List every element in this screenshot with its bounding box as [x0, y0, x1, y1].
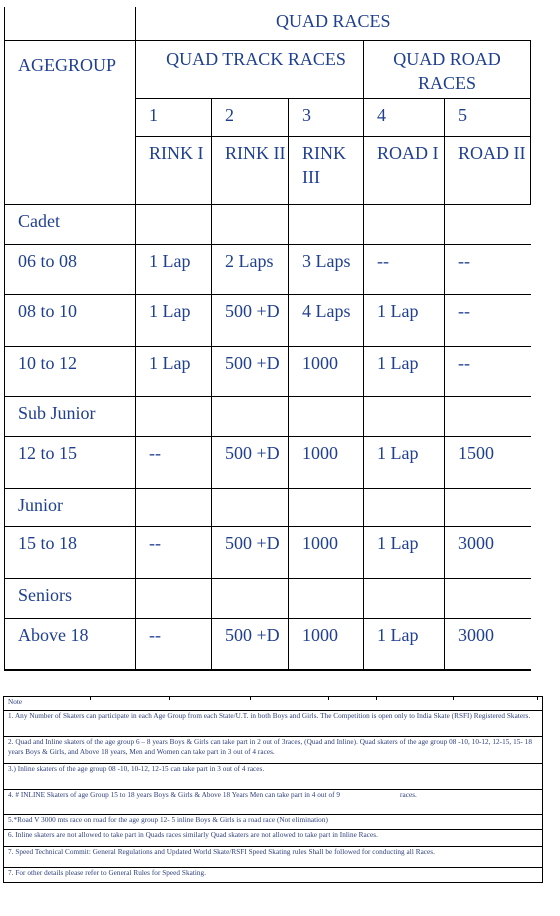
race-name: RINK III [289, 136, 364, 204]
race-distance-cell: 1000 [289, 346, 364, 396]
race-distance-cell [289, 204, 364, 244]
race-distance-cell [212, 396, 289, 436]
race-distance-cell: 1000 [289, 618, 364, 670]
table-title: QUAD RACES [136, 7, 531, 40]
race-distance-cell: 1 Lap [364, 436, 445, 488]
race-distance-cell [212, 488, 289, 526]
race-distance-cell: -- [136, 618, 212, 670]
race-distance-cell: -- [445, 244, 531, 294]
race-distance-cell: -- [136, 436, 212, 488]
race-number: 5 [445, 98, 531, 136]
note-item: 1. Any Number of Skaters can participate in each Age Group from each State/U.T. in both Boys and Girls. The Competition is open only to India Skate (RSFI) Registered Skaters. [4, 711, 542, 737]
race-distance-cell: 1000 [289, 436, 364, 488]
race-distance-cell [364, 578, 445, 618]
column-tick [328, 697, 329, 700]
note-item: 6. Inline skaters are not allowed to take part in Quads races similarly Quad skaters are not allowed to take part in Inline Races. [4, 830, 542, 847]
age-group-label: 15 to 18 [5, 526, 136, 578]
race-distance-cell [289, 578, 364, 618]
race-distance-cell: 1500 [445, 436, 531, 488]
race-distance-cell: 1 Lap [364, 526, 445, 578]
corner-cell [5, 7, 136, 40]
table-row [5, 526, 531, 578]
notes-box [3, 696, 543, 883]
race-number: 1 [136, 98, 212, 136]
note-item-suffix: races. [400, 791, 417, 799]
race-number: 3 [289, 98, 364, 136]
race-distance-cell: 500 +D [212, 526, 289, 578]
note-item: 7. For other details please refer to General Rules for Speed Skating. [8, 869, 207, 877]
race-name: RINK I [136, 136, 212, 204]
note-item: 2. Quad and Inline skaters of the age group 6 – 8 years Boys & Girls can take part in 2 out of 3races, (Quad and Inline). Quad skaters of the age group 08 -10, 10-12, 12-15, 15- 18 years Boys & Girls, and Above 18 years, Men and Women can take part in 3 out of 4 races. [4, 737, 542, 764]
note-item: 3.) Inline skaters of the age group 08 -10, 10-12, 12-15 can take part in 3 out of 4 races. [4, 764, 542, 790]
race-distance-cell: 3000 [445, 526, 531, 578]
race-distance-cell [364, 396, 445, 436]
age-group-label: Above 18 [5, 618, 136, 670]
road-races-header: QUAD ROAD RACES [364, 40, 531, 98]
race-distance-cell: -- [136, 526, 212, 578]
race-distance-cell: 500 +D [212, 294, 289, 346]
race-distance-cell: -- [445, 346, 531, 396]
age-group-label: 08 to 10 [5, 294, 136, 346]
race-distance-cell [445, 578, 531, 618]
race-distance-cell: 1000 [289, 526, 364, 578]
race-name: ROAD II [445, 136, 531, 204]
race-distance-cell: 1 Lap [136, 294, 212, 346]
race-distance-cell [289, 488, 364, 526]
race-distance-cell [136, 204, 212, 244]
age-group-label: Cadet [5, 204, 136, 244]
age-group-rows [5, 204, 531, 670]
quad-races-table [4, 7, 531, 671]
column-tick [376, 697, 377, 700]
column-tick [453, 697, 454, 700]
race-distance-cell: 4 Laps [289, 294, 364, 346]
table-row [5, 396, 531, 436]
race-distance-cell: 2 Laps [212, 244, 289, 294]
race-number: 4 [364, 98, 445, 136]
agegroup-header: AGEGROUP [5, 40, 136, 204]
table-row [5, 346, 531, 396]
race-name: RINK II [212, 136, 289, 204]
race-distance-cell: 1 Lap [136, 346, 212, 396]
note-item [4, 790, 542, 815]
age-group-label: 12 to 15 [5, 436, 136, 488]
age-group-label: Junior [5, 488, 136, 526]
note-item: 7. Speed Technical Commit: General Regulations and Updated World Skate/RSFI Speed Skating rules Shall be followed for conducting all Races. [4, 847, 542, 868]
race-distance-cell [364, 488, 445, 526]
table-row [5, 436, 531, 488]
table-row [5, 488, 531, 526]
race-distance-cell [136, 488, 212, 526]
race-distance-cell [136, 396, 212, 436]
notes-heading [4, 697, 542, 711]
race-distance-cell: -- [364, 244, 445, 294]
table-row [5, 578, 531, 618]
age-group-label: 10 to 12 [5, 346, 136, 396]
race-number: 2 [212, 98, 289, 136]
column-tick [169, 697, 170, 700]
race-distance-cell: 500 +D [212, 618, 289, 670]
column-tick [537, 697, 538, 700]
table-row [5, 618, 531, 670]
race-distance-cell: 1 Lap [136, 244, 212, 294]
note-item: 5.*Road V 3000 mts race on road for the age group 12- 5 inline Boys & Girls is a road race (Not elimination) [4, 815, 542, 830]
table-row [5, 204, 531, 244]
age-group-label: 06 to 08 [5, 244, 136, 294]
race-distance-cell: -- [445, 294, 531, 346]
track-races-header: QUAD TRACK RACES [136, 40, 364, 98]
race-distance-cell: 3000 [445, 618, 531, 670]
age-group-label: Seniors [5, 578, 136, 618]
race-distance-cell: 1 Lap [364, 618, 445, 670]
race-distance-cell [289, 396, 364, 436]
race-name: ROAD I [364, 136, 445, 204]
column-tick [90, 697, 91, 700]
note-item-text: 4. # INLINE Skaters of age Group 15 to 18 years Boys & Girls & Above 18 Years Men can take part in 4 out of 9 [8, 791, 341, 799]
race-distance-cell [212, 204, 289, 244]
race-distance-cell [212, 578, 289, 618]
race-distance-cell [445, 204, 531, 244]
race-distance-cell: 500 +D [212, 346, 289, 396]
race-distance-cell: 1 Lap [364, 346, 445, 396]
race-distance-cell: 1 Lap [364, 294, 445, 346]
race-distance-cell [445, 396, 531, 436]
race-distance-cell: 3 Laps [289, 244, 364, 294]
notes-heading-label: Note [8, 698, 23, 706]
column-tick [250, 697, 251, 700]
age-group-label: Sub Junior [5, 396, 136, 436]
race-distance-cell [364, 204, 445, 244]
race-distance-cell [445, 488, 531, 526]
race-distance-cell: 500 +D [212, 436, 289, 488]
table-row [5, 294, 531, 346]
table-row [5, 244, 531, 294]
race-distance-cell [136, 578, 212, 618]
